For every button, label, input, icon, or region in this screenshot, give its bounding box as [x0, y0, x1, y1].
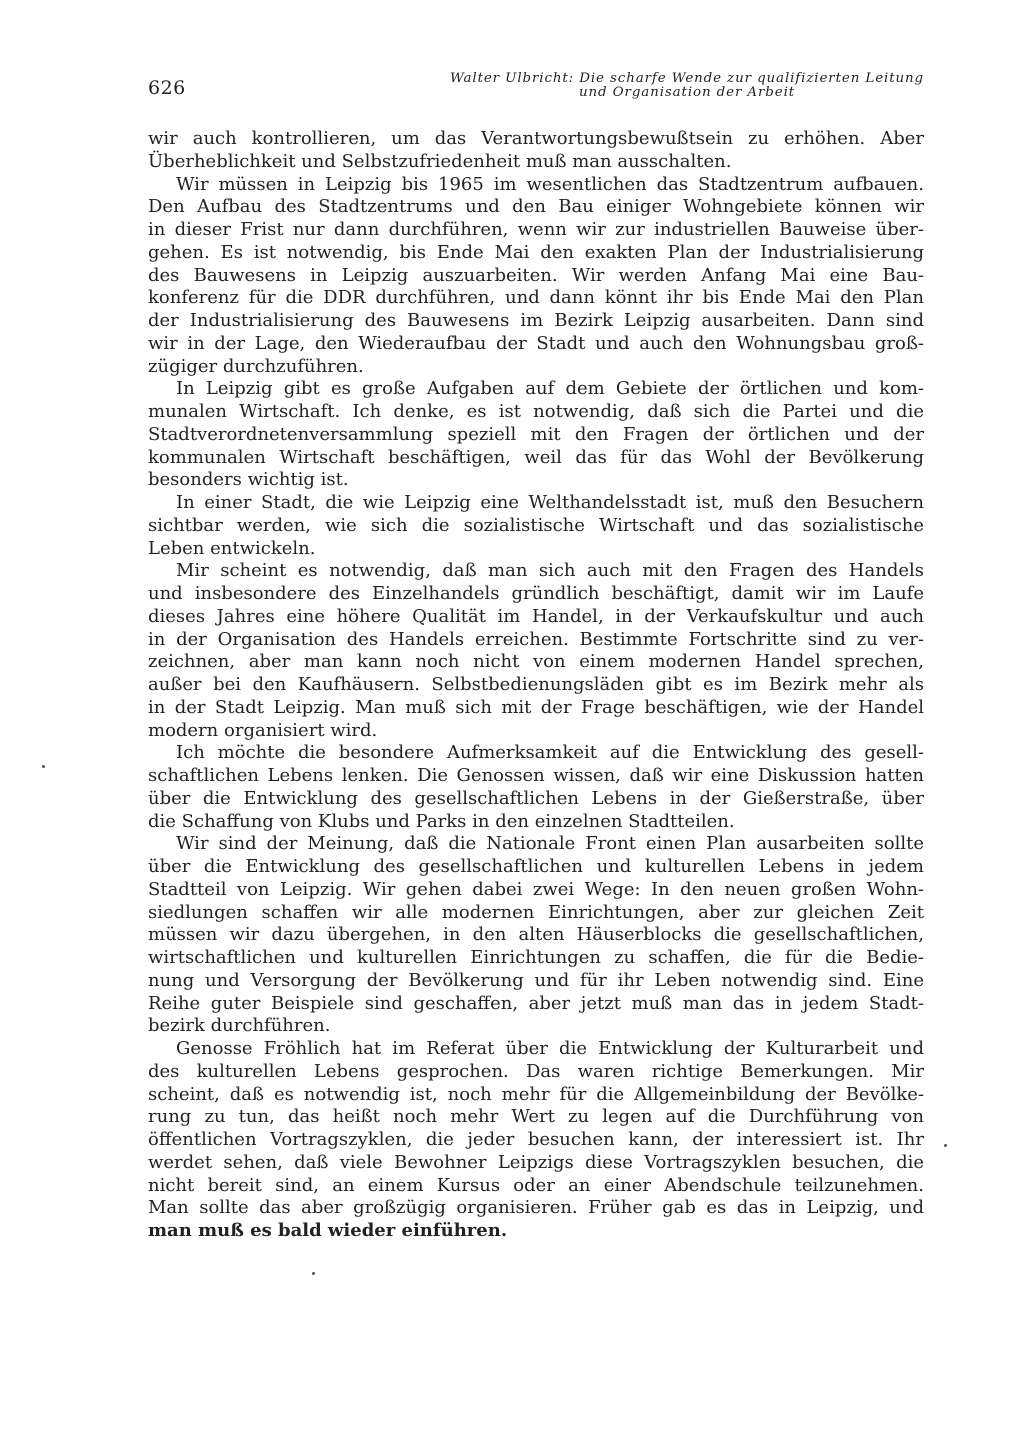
text-line: Wir müssen in Leipzig bis 1965 im wesentlichen das Stadtzentrum aufbauen. — [176, 173, 924, 195]
text-line: bezirk durchführen. — [148, 1015, 331, 1037]
text-line: in der Stadt Leipzig. Man muß sich mit der Frage beschäftigen, wie der Handel — [148, 696, 924, 718]
text-line: Mir scheint es notwendig, daß man sich auch mit den Fragen des Handels — [176, 560, 924, 582]
text-line: werdet sehen, daß viele Bewohner Leipzigs diese Vortragszyklen besuchen, die — [148, 1151, 924, 1173]
text-line: des Bauwesens in Leipzig auszuarbeiten. Wir werden Anfang Mai eine Bau- — [148, 264, 924, 286]
running-head-line-2: und Organisation der Arbeit — [578, 84, 796, 100]
text-line: kommunalen Wirtschaft beschäftigen, weil das für das Wohl der Bevölkerung — [148, 446, 924, 468]
text-line: dieses Jahres eine höhere Qualität im Handel, in der Verkaufskultur und auch — [148, 605, 924, 627]
text-line: konferenz für die DDR durchführen, und dann könnt ihr bis Ende Mai den Plan — [148, 287, 924, 309]
text-line: des kulturellen Lebens gesprochen. Das waren richtige Bemerkungen. Mir — [148, 1060, 924, 1082]
text-line: nicht bereit sind, an einem Kursus oder an einer Abendschule teilzunehmen. — [148, 1174, 924, 1196]
text-line: scheint, daß es notwendig ist, noch mehr für die Allgemeinbildung der Bevölke- — [148, 1083, 924, 1105]
text-line: rung zu tun, das heißt noch mehr Wert zu legen auf die Durchführung von — [148, 1106, 924, 1128]
text-line: nung und Versorgung der Bevölkerung und für ihr Leben notwendig sind. Eine — [148, 969, 924, 991]
text-line: Stadtverordnetenversammlung speziell mit den Fragen der örtlichen und der — [148, 423, 924, 445]
text-line: Überheblichkeit und Selbstzufriedenheit muß man ausschalten. — [148, 150, 732, 172]
text-line: wir in der Lage, den Wiederaufbau der Stadt und auch den Wohnungsbau groß- — [148, 332, 924, 354]
page-header — [148, 72, 924, 102]
text-line: Ich möchte die besondere Aufmerksamkeit auf die Entwicklung des gesell- — [176, 742, 924, 764]
text-line: zügiger durchzuführen. — [148, 355, 364, 377]
text-line: siedlungen schaffen wir alle modernen Einrichtungen, aber zur gleichen Zeit — [148, 901, 924, 923]
text-line: wirtschaftlichen und kulturellen Einrichtungen zu schaffen, die für die Bedie- — [148, 947, 924, 968]
text-line: Genosse Fröhlich hat im Referat über die Entwicklung der Kulturarbeit und — [176, 1038, 924, 1059]
scan-speck — [42, 765, 45, 768]
text-line: Den Aufbau des Stadtzentrums und den Bau einiger Wohngebiete können wir — [148, 196, 924, 218]
text-line: und insbesondere des Einzelhandels gründlich beschäftigt, damit wir im Laufe — [148, 583, 924, 604]
text-line: sichtbar werden, wie sich die sozialistische Wirtschaft und das sozialistische — [148, 514, 924, 536]
text-line: öffentlichen Vortragszyklen, die jeder besuchen kann, der interessiert ist. Ihr — [148, 1129, 924, 1150]
text-line: in der Organisation des Handels erreichen. Bestimmte Fortschritte sind zu ver- — [148, 628, 924, 650]
scan-speck — [312, 1272, 315, 1275]
text-line: wir auch kontrollieren, um das Verantwortungsbewußtsein zu erhöhen. Aber — [148, 128, 924, 149]
text-line: Man sollte das aber großzügig organisieren. Früher gab es das in Leipzig, und — [148, 1197, 924, 1219]
text-line: außer bei den Kaufhäusern. Selbstbedienungsläden gibt es im Bezirk mehr als — [148, 674, 924, 695]
text-line: schaftlichen Lebens lenken. Die Genossen wissen, daß wir eine Diskussion hatten — [148, 765, 924, 786]
running-head-line-1: Walter Ulbricht: Die scharfe Wende zur qualifizierten Leitung — [450, 71, 924, 86]
text-line: In Leipzig gibt es große Aufgaben auf dem Gebiete der örtlichen und kom- — [176, 378, 924, 400]
text-line: zeichnen, aber man kann noch nicht von einem modernen Handel sprechen, — [148, 651, 924, 673]
text-line: Reihe guter Beispiele sind geschaffen, aber jetzt muß man das in jedem Stadt- — [148, 992, 924, 1014]
text-line: In einer Stadt, die wie Leipzig eine Welthandelsstadt ist, muß den Besuchern — [176, 492, 924, 513]
text-line: Stadtteil von Leipzig. Wir gehen dabei zwei Wege: In den neuen großen Wohn- — [148, 878, 924, 900]
text-line: modern organisiert wird. — [148, 719, 378, 741]
text-line: die Schaffung von Klubs und Parks in den einzelnen Stadtteilen. — [148, 810, 735, 832]
page-number: 626 — [148, 77, 186, 99]
running-head — [450, 72, 924, 99]
text-line: besonders wichtig ist. — [148, 469, 349, 491]
text-line: über die Entwicklung des gesellschaftlichen Lebens in der Gießerstraße, über — [148, 787, 924, 809]
text-line: gehen. Es ist notwendig, bis Ende Mai den exakten Plan der Industrialisierung — [148, 241, 924, 263]
body-text — [148, 128, 924, 1243]
text-line: Leben entwickeln. — [148, 537, 316, 559]
text-line: munalen Wirtschaft. Ich denke, es ist notwendig, daß sich die Partei und die — [148, 401, 924, 422]
text-line: der Industrialisierung des Bauwesens im Bezirk Leipzig ausarbeiten. Dann sind — [148, 310, 924, 331]
text-line: müssen wir dazu übergehen, in den alten Häuserblocks die gesellschaftlichen, — [148, 924, 924, 946]
text-line: in dieser Frist nur dann durchführen, wenn wir zur industriellen Bauweise über- — [148, 219, 924, 240]
text-line: man muß es bald wieder einführen. — [148, 1220, 508, 1241]
text-line: Wir sind der Meinung, daß die Nationale Front einen Plan ausarbeiten sollte — [176, 833, 924, 855]
scan-speck — [944, 1144, 947, 1147]
text-line: über die Entwicklung des gesellschaftlichen und kulturellen Lebens in jedem — [148, 856, 924, 877]
